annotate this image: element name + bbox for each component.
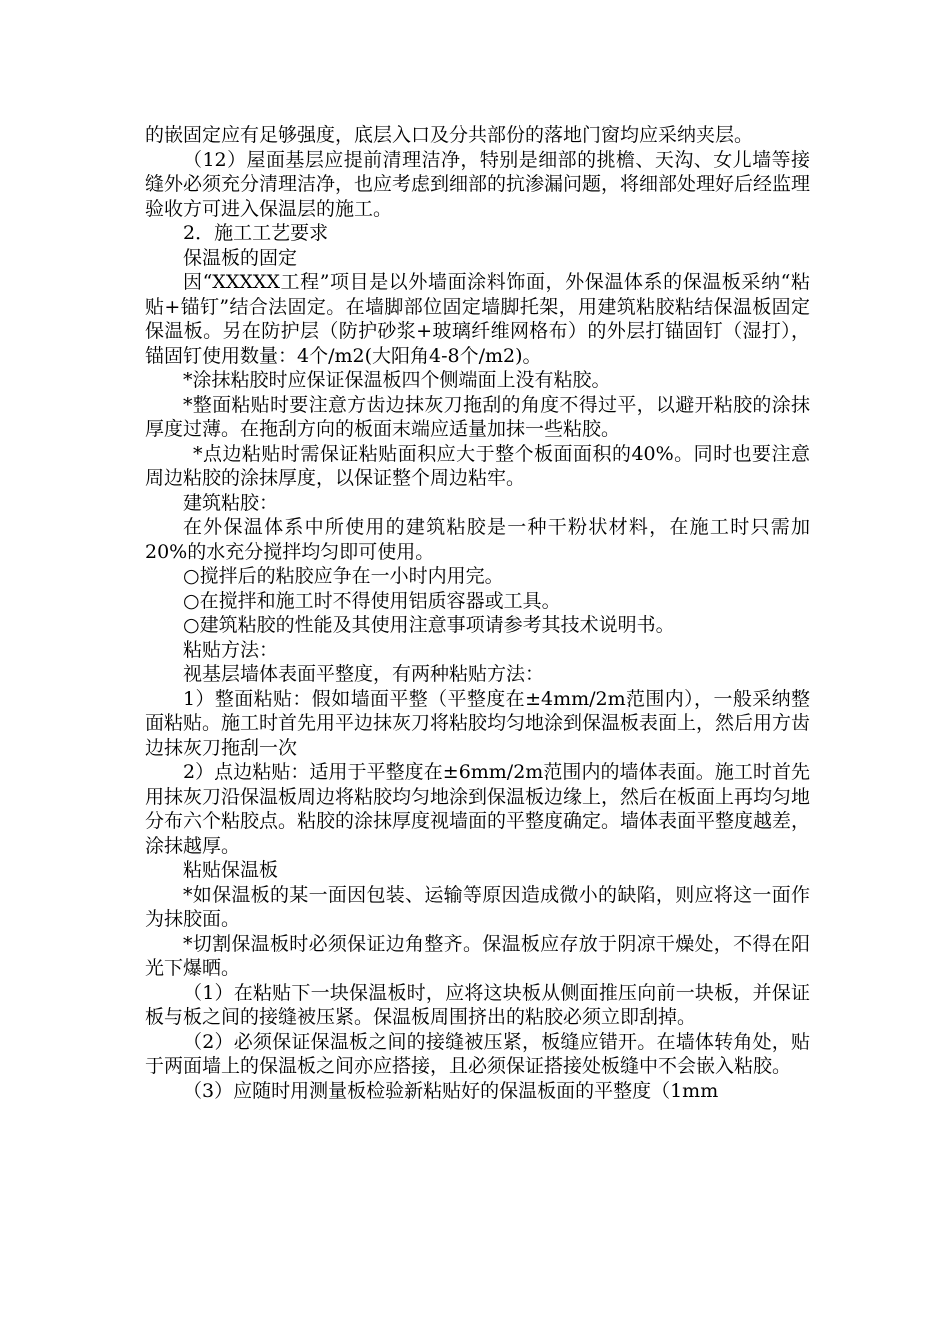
bullet-item: ○在搅拌和施工时不得使用铝质容器或工具。 [183, 589, 561, 612]
paragraph: 在外保温体系中所使用的建筑粘胶是一种干粉状材料，在施工时只需加20%的水充分搅拌均匀即可使用。 [145, 516, 810, 563]
paragraph: 1）整面粘贴：假如墙面平整（平整度在±4mm/2m范围内），一般采纳整面粘贴。施工时首先用平边抹灰刀将粘胶均匀地涂到保温板表面上，然后用方齿边抹灰刀拖刮一次 [145, 687, 811, 759]
section-heading: 2．施工工艺要求 [183, 222, 329, 244]
paragraph: （3）应随时用测量板检验新粘贴好的保温板面的平整度（1mm [183, 1079, 719, 1102]
paragraph: （12）屋面基层应提前清理洁净，特别是细部的挑檐、天沟、女儿墙等接缝外必须充分清理洁净，也应考虑到细部的抗渗漏问题，将细部处理好后经监理验收方可进入保温层的施工。 [145, 148, 811, 220]
bullet-item: ○搅拌后的粘胶应争在一小时内用完。 [183, 565, 504, 587]
bullet-item: *涂抹粘胶时应保证保温板四个侧端面上没有粘胶。 [183, 369, 611, 391]
subheading: 粘贴方法： [183, 638, 279, 661]
subheading: 保温板的固定 [183, 246, 298, 269]
document-body [145, 123, 810, 1103]
bullet-item: *如保温板的某一面因包装、运输等原因造成微小的缺陷，则应将这一面作为抹胶面。 [145, 883, 810, 930]
paragraph: （2）必须保证保温板之间的接缝被压紧，板缝应错开。在墙体转角处，贴于两面墙上的保温板之间亦应搭接，且必须保证搭接处板缝中不会嵌入粘胶。 [145, 1030, 810, 1077]
bullet-item: *点边粘贴时需保证粘贴面积应大于整个板面面积的40%。同时也要注意周边粘胶的涂抹厚度，以保证整个周边粘牢。 [145, 442, 810, 489]
bullet-item: ○建筑粘胶的性能及其使用注意事项请参考其技术说明书。 [183, 614, 675, 636]
subheading: 建筑粘胶： [183, 491, 279, 514]
paragraph: 2）点边粘贴：适用于平整度在±6mm/2m范围内的墙体表面。施工时首先用抹灰刀沿保温板周边将粘胶均匀地涂到保温板边缘上，然后在板面上再均匀地分布六个粘胶点。粘胶的涂抹厚度视墙面的平整度确定。墙体表面平整度越差，涂抹越厚。 [145, 761, 811, 857]
bullet-item: *整面粘贴时要注意方齿边抹灰刀拖刮的角度不得过平，以避开粘胶的涂抹厚度过薄。在拖刮方向的板面末端应适量加抹一些粘胶。 [145, 393, 810, 440]
paragraph: 视基层墙体表面平整度，有两种粘贴方法： [183, 663, 545, 685]
paragraph: （1）在粘贴下一块保温板时，应将这块板从侧面推压向前一块板，并保证板与板之间的接缝被压紧。保温板周围挤出的粘胶必须立即刮掉。 [145, 981, 810, 1028]
paragraph: 因“XXXXX工程”项目是以外墙面涂料饰面，外保温体系的保温板采纳“粘贴+锚钉”结合法固定。在墙脚部位固定墙脚托架，用建筑粘胶粘结保温板固定保温板。另在防护层（防护砂浆+玻璃纤维网格布）的外层打锚固钉（湿打），锚固钉使用数量：4个/m2(大阳角4-8个/m2)。 [145, 271, 810, 367]
bullet-item: *切割保温板时必须保证边角整齐。保温板应存放于阴凉干燥处，不得在阳光下爆晒。 [145, 932, 810, 979]
subheading: 粘贴保温板 [183, 859, 279, 881]
paragraph: 的嵌固定应有足够强度，底层入口及分共部份的落地门窗均应采纳夹层。 [145, 124, 754, 146]
